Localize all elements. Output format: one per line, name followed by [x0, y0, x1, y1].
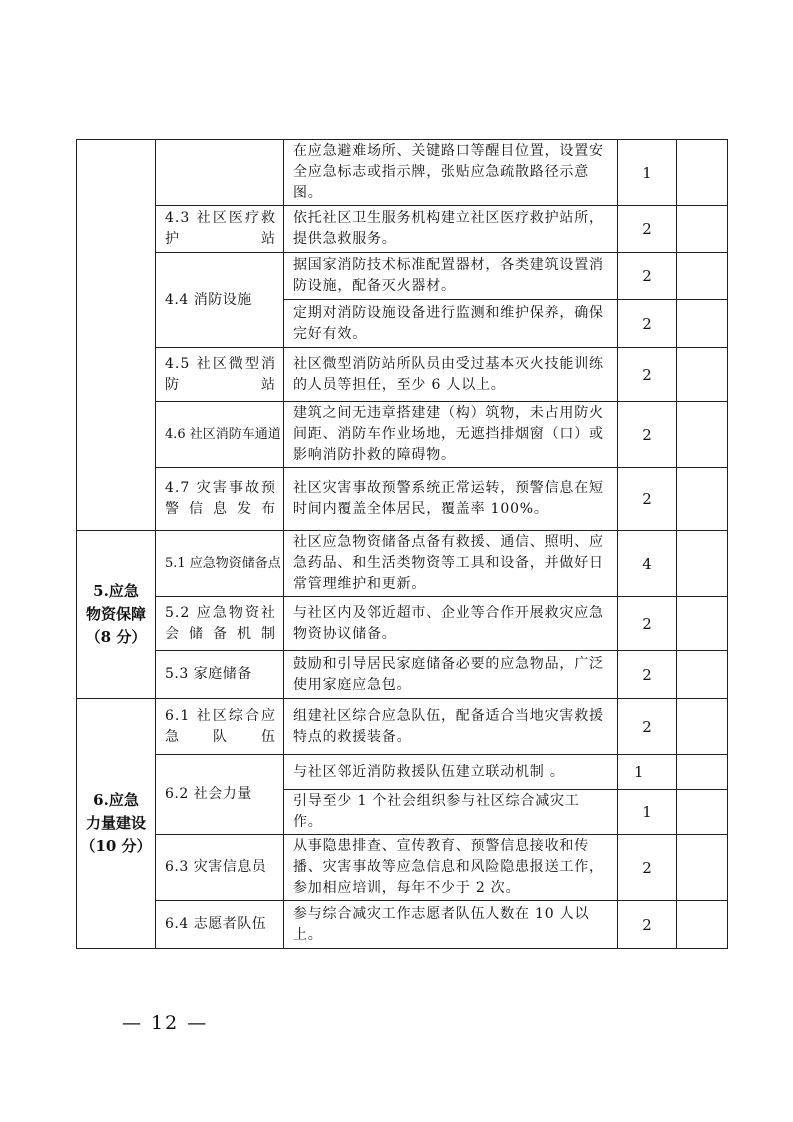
blank-cell — [677, 300, 728, 348]
blank-cell — [677, 348, 728, 402]
score-cell: 1 — [618, 755, 677, 790]
criteria-cell: 从事隐患排查、宣传教育、预警信息接收和传播、灾害事故等应急信息和风险隐患报送工作，参加相应培训，每年不少于 2 次。 — [284, 835, 618, 901]
page-number: — 12 — — [122, 1012, 209, 1034]
category-title: 5.应急 — [93, 582, 139, 600]
blank-cell — [677, 531, 728, 597]
table-row — [77, 901, 728, 949]
blank-cell — [677, 755, 728, 790]
item-cell — [156, 140, 284, 206]
score-cell: 2 — [618, 597, 677, 651]
score-cell: 2 — [618, 300, 677, 348]
criteria-cell: 据国家消防技术标准配置器材，各类建筑设置消防设施，配备灭火器材。 — [284, 253, 618, 300]
criteria-cell: 依托社区卫生服务机构建立社区医疗救护站所，提供急救服务。 — [284, 206, 618, 253]
category-subtitle: 物资保障 — [85, 605, 146, 623]
blank-cell — [677, 790, 728, 835]
blank-cell — [677, 206, 728, 253]
item-cell: 5.2 应急物资社会储备机制 — [156, 597, 284, 651]
blank-cell — [677, 651, 728, 699]
score-cell: 1 — [618, 140, 677, 206]
table-row — [77, 468, 728, 531]
category-cell-4 — [77, 140, 156, 531]
table-row — [77, 348, 728, 402]
score-cell: 2 — [618, 835, 677, 901]
blank-cell — [677, 253, 728, 300]
category-subtitle: 力量建设 — [85, 814, 146, 832]
criteria-cell: 社区应急物资储备点备有救援、通信、照明、应急药品、和生活类物资等工具和设备，并做好日常管理维护和更新。 — [284, 531, 618, 597]
table-row — [77, 651, 728, 699]
item-cell: 5.3 家庭储备 — [156, 651, 284, 699]
category-title: 6.应急 — [93, 791, 139, 809]
criteria-cell: 与社区邻近消防救援队伍建立联动机制 。 — [284, 755, 618, 790]
score-cell: 1 — [618, 790, 677, 835]
blank-cell — [677, 901, 728, 949]
criteria-cell: 与社区内及邻近超市、企业等合作开展救灾应急物资协议储备。 — [284, 597, 618, 651]
table-row — [77, 253, 728, 300]
score-cell: 2 — [618, 348, 677, 402]
table-row — [77, 531, 728, 597]
score-cell: 2 — [618, 901, 677, 949]
category-points: （8 分） — [85, 628, 147, 646]
criteria-cell: 参与综合减灾工作志愿者队伍人数在 10 人以上。 — [284, 901, 618, 949]
item-cell: 4.6 社区消防车通道 — [156, 402, 284, 468]
category-points: （10 分） — [80, 837, 152, 855]
criteria-cell: 社区微型消防站所队员由受过基本灭火技能训练的人员等担任，至少 6 人以上。 — [284, 348, 618, 402]
score-cell: 2 — [618, 699, 677, 755]
category-cell-6 — [77, 699, 156, 949]
criteria-cell: 社区灾害事故预警系统正常运转，预警信息在短时间内覆盖全体居民，覆盖率 100%。 — [284, 468, 618, 531]
blank-cell — [677, 835, 728, 901]
score-cell: 2 — [618, 651, 677, 699]
item-cell: 4.3 社区医疗救护站 — [156, 206, 284, 253]
table-row — [77, 597, 728, 651]
blank-cell — [677, 468, 728, 531]
table-row — [77, 402, 728, 468]
table-row — [77, 206, 728, 253]
evaluation-table — [76, 139, 728, 949]
criteria-cell: 在应急避难场所、关键路口等醒目位置，设置安全应急标志或指示牌，张贴应急疏散路径示意图。 — [284, 140, 618, 206]
criteria-cell: 组建社区综合应急队伍，配备适合当地灾害救援特点的救援装备。 — [284, 699, 618, 755]
table-row — [77, 755, 728, 790]
item-cell: 4.4 消防设施 — [156, 253, 284, 348]
blank-cell — [677, 699, 728, 755]
criteria-cell: 鼓励和引导居民家庭储备必要的应急物品，广泛使用家庭应急包。 — [284, 651, 618, 699]
item-cell: 6.4 志愿者队伍 — [156, 901, 284, 949]
criteria-cell: 引导至少 1 个社会组织参与社区综合减灾工作。 — [284, 790, 618, 835]
blank-cell — [677, 402, 728, 468]
item-cell: 5.1 应急物资储备点 — [156, 531, 284, 597]
criteria-cell: 定期对消防设施设备进行监测和维护保养，确保完好有效。 — [284, 300, 618, 348]
item-cell: 4.5 社区微型消防站 — [156, 348, 284, 402]
item-cell: 4.7 灾害事故预警信息发布 — [156, 468, 284, 531]
score-cell: 4 — [618, 531, 677, 597]
item-cell: 6.3 灾害信息员 — [156, 835, 284, 901]
item-cell: 6.2 社会力量 — [156, 755, 284, 835]
criteria-cell: 建筑之间无违章搭建建（构）筑物，未占用防火间距、消防车作业场地，无遮挡排烟窗（口）或影响消防扑救的障碍物。 — [284, 402, 618, 468]
blank-cell — [677, 140, 728, 206]
score-cell: 2 — [618, 253, 677, 300]
score-cell: 2 — [618, 402, 677, 468]
table-row — [77, 140, 728, 206]
score-cell: 2 — [618, 468, 677, 531]
table-row — [77, 835, 728, 901]
score-cell: 2 — [618, 206, 677, 253]
blank-cell — [677, 597, 728, 651]
category-cell-5 — [77, 531, 156, 699]
table-row — [77, 699, 728, 755]
item-cell: 6.1 社区综合应急队伍 — [156, 699, 284, 755]
